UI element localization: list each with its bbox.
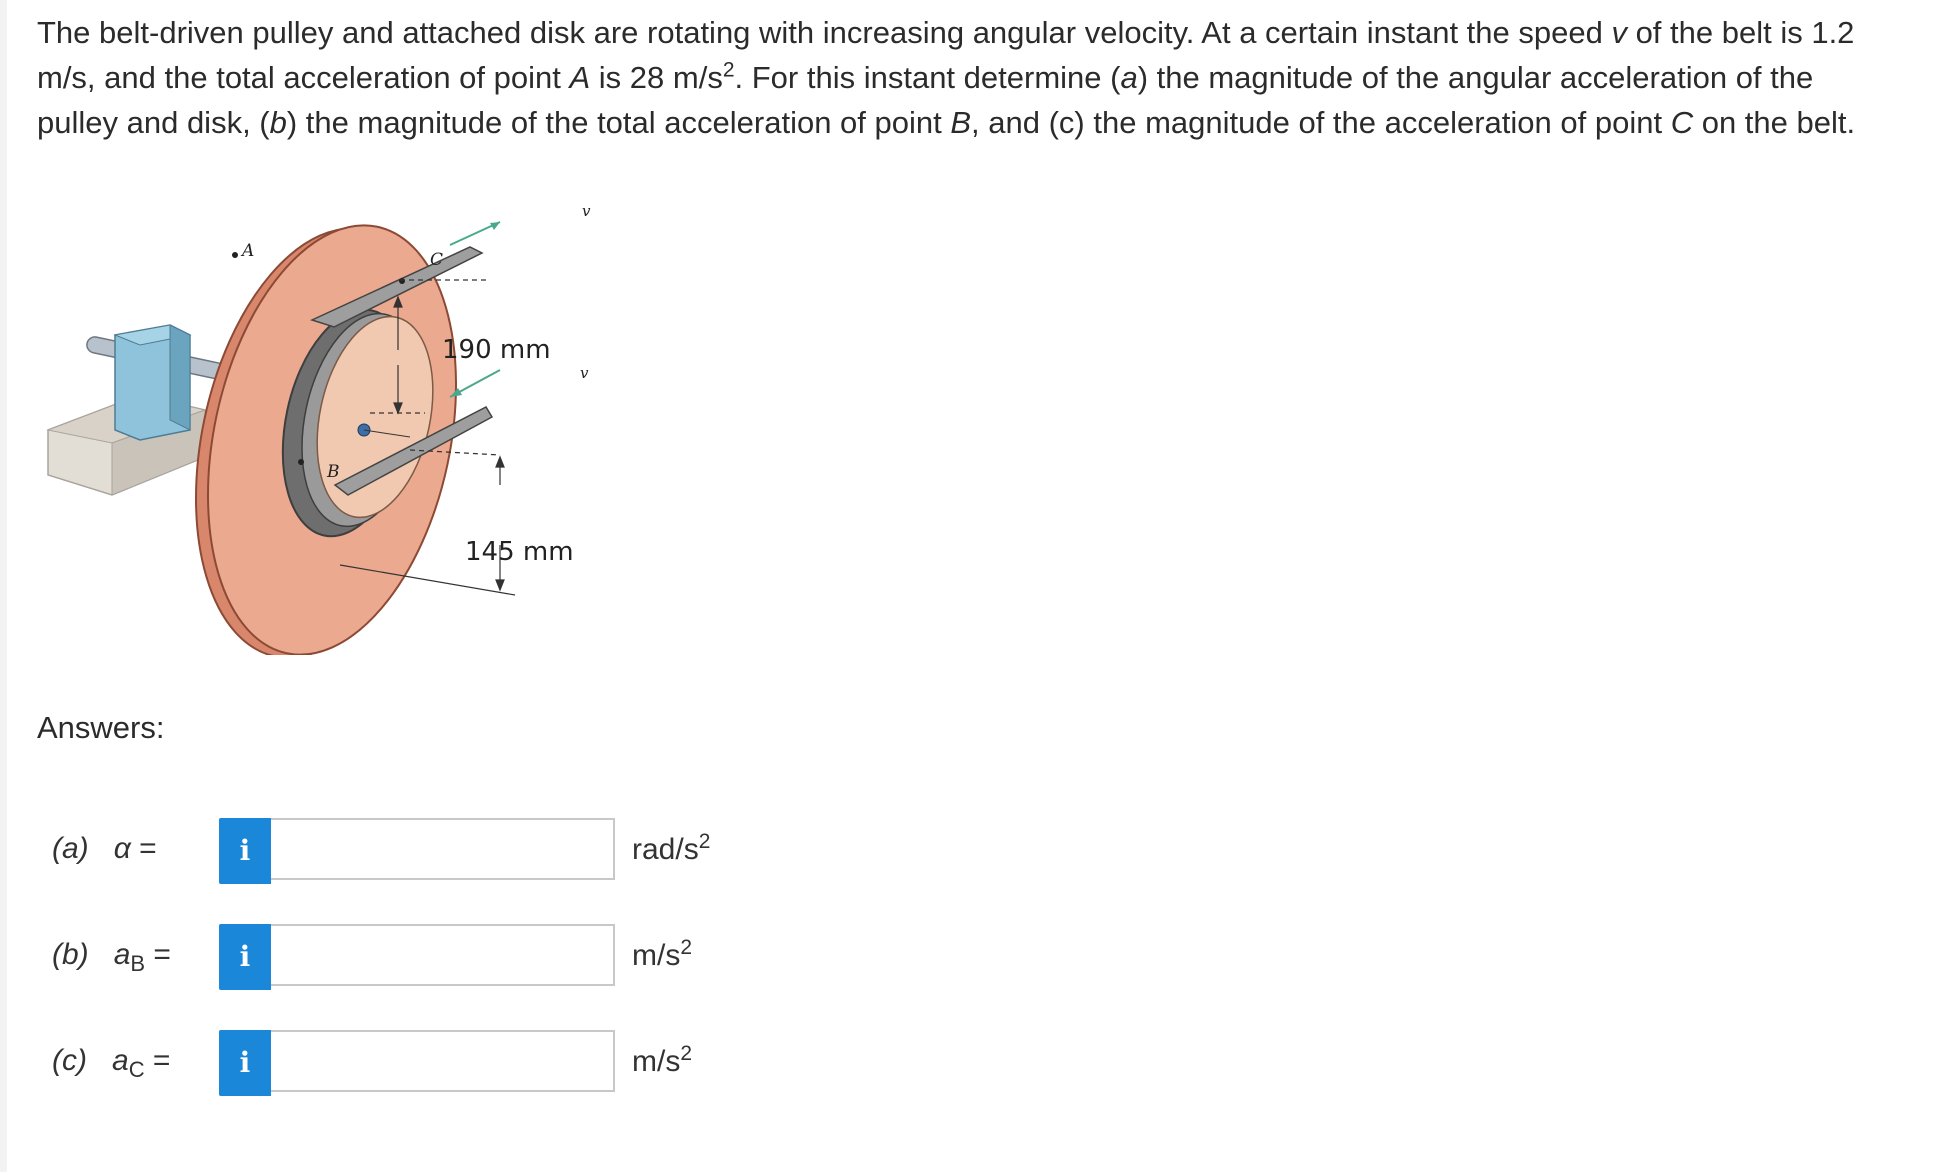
problem-statement: The belt-driven pulley and attached disk are rotating with increasing angular velocity. At a certain instant the speed v of the belt is 1.2 m/s, and the total acceleration of point A is 28 $m/s^2$. For this instant determine (a) the magnitude of the angular acceleration of the pulley and disk, (b) the magnitude of the total acceleration of point B, and (c) the magnitude of the acceleration of point C on the belt. xyxy=(37,15,1856,140)
label-v-top: v xyxy=(582,202,591,220)
left-border xyxy=(0,0,7,1172)
label-C: C xyxy=(430,250,444,270)
pulley-diagram xyxy=(30,185,610,655)
answer-label-a: (a) α = xyxy=(52,832,157,865)
info-button-a[interactable]: i xyxy=(219,818,271,884)
label-v-bottom: v xyxy=(580,364,589,382)
answer-label-c: (c) $a_C$ = xyxy=(52,1044,171,1082)
bearing-block xyxy=(115,325,190,440)
unit-a: rad/$s^2$ xyxy=(632,830,711,866)
answer-input-a[interactable] xyxy=(271,818,615,880)
answer-label-b: (b) $a_B$ = xyxy=(52,938,171,976)
answers-label: Answers: xyxy=(37,710,165,745)
answer-row-b xyxy=(0,924,900,990)
unit-c: $m/s^2$ xyxy=(632,1042,693,1078)
answer-row-a xyxy=(0,818,900,884)
label-A: A xyxy=(242,241,255,261)
info-button-b[interactable]: i xyxy=(219,924,271,990)
answer-row-c xyxy=(0,1030,900,1096)
dim-145-label: 145 mm xyxy=(465,537,574,567)
info-button-c[interactable]: i xyxy=(219,1030,271,1096)
dim-190-label: 190 mm xyxy=(442,335,551,365)
answer-input-c[interactable] xyxy=(271,1030,615,1092)
velocity-arrows xyxy=(450,222,500,397)
label-B: B xyxy=(327,462,340,482)
answer-input-b[interactable] xyxy=(271,924,615,986)
unit-b: $m/s^2$ xyxy=(632,936,693,972)
